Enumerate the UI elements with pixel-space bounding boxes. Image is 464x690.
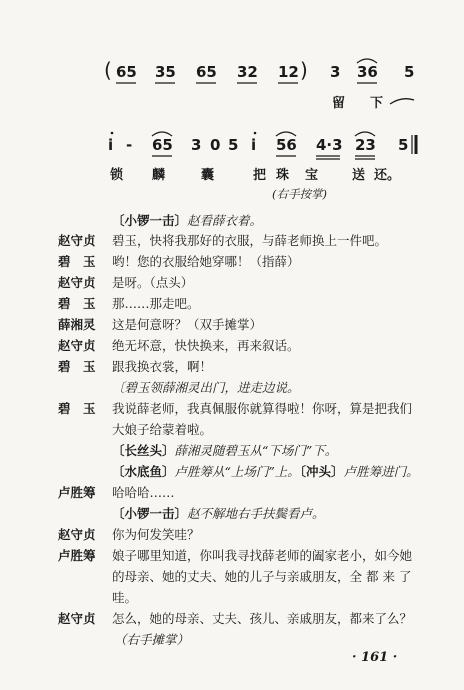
score-note-group: 23 <box>355 136 376 154</box>
score-note: - <box>126 136 133 154</box>
dialogue-line: 绝无坏意，快快换来，再来叙话。 <box>112 338 300 353</box>
speaker-name: 薛湘灵 <box>58 317 96 332</box>
speaker-name: 赵守贞 <box>58 611 96 626</box>
percussion-cue: 〔水底鱼〕 <box>112 464 175 479</box>
score-direction: (右手按掌) <box>272 187 327 201</box>
stage-direction <box>112 441 337 459</box>
stage-direction: （右手摊掌） <box>114 632 190 647</box>
score-lyric: 囊 <box>201 168 215 183</box>
score-note: i <box>251 136 257 154</box>
stage-text: 卢胜筹进门。 <box>343 464 419 479</box>
score-note-group: 35 <box>155 63 176 81</box>
dialogue-line: 跟我换衣裳，啊！ <box>112 359 213 374</box>
score-lyric: 还。 <box>374 168 401 183</box>
dialogue-line: 那……那走吧。 <box>112 296 200 311</box>
score-lyric: 宝 <box>305 168 319 183</box>
score-note: 5 <box>228 136 239 154</box>
score-paren-open: ( <box>104 58 112 82</box>
stage-direction <box>112 462 419 480</box>
dialogue-line: 哟！您的衣服给她穿哪！（指薛） <box>112 254 300 269</box>
dialogue-line-continued: 哇。 <box>112 590 138 605</box>
percussion-cue: 〔长丝头〕 <box>112 443 175 458</box>
score-lyric: 送 <box>352 168 366 183</box>
score-lyric: 麟 <box>152 168 166 183</box>
stage-direction <box>112 504 325 522</box>
score-note: 0 <box>210 136 221 154</box>
dialogue-line: 娘子哪里知道，你叫我寻找薛老师的阖家老小，如今她 <box>112 548 413 563</box>
score-note: 5 <box>398 136 409 154</box>
score-note-group: 32 <box>237 63 258 81</box>
speaker-name: 碧 玉 <box>58 254 96 269</box>
score-lyric: 留 <box>332 96 346 111</box>
score-note-group: 65 <box>152 136 173 154</box>
dialogue-line: 哈哈哈…… <box>112 485 175 500</box>
percussion-cue: 〔小锣一击〕 <box>112 506 188 521</box>
dialogue-line: 怎么，她的母亲、丈夫、孩儿、亲戚朋友，都来了么？ <box>112 611 413 626</box>
score-note-group: 36 <box>357 63 378 81</box>
speaker-name: 碧 玉 <box>58 359 96 374</box>
speaker-name: 卢胜筹 <box>58 548 96 563</box>
dialogue-line-continued: 的母亲、她的丈夫、她的儿子与亲戚朋友，全 都 来 了 <box>112 569 412 584</box>
speaker-name: 赵守贞 <box>58 233 96 248</box>
score-note-group: 4·3 <box>316 136 343 154</box>
score-note: 3 <box>191 136 202 154</box>
percussion-cue: 〔冲头〕 <box>299 464 344 479</box>
dialogue-line: 是呀。（点头） <box>112 275 194 290</box>
stage-text: 卢胜筹从“上场门”上。 <box>174 464 300 479</box>
speaker-name: 卢胜筹 <box>58 485 96 500</box>
dialogue-line: 我说薛老师，我真佩服你就算得啦！你呀，算是把我们 <box>112 401 413 416</box>
percussion-cue: 〔小锣一击〕 <box>112 213 188 228</box>
stage-direction: 〔碧玉领薛湘灵出门，进走边说。 <box>112 380 300 395</box>
score-lyric: 锁 <box>110 168 124 183</box>
dialogue-line: 碧玉，快将我那好的衣服，与薛老师换上一件吧。 <box>112 233 388 248</box>
score-lyric: 把 <box>253 168 267 183</box>
stage-text: 赵看薛衣着。 <box>187 213 263 228</box>
score-note: i <box>108 136 114 154</box>
score-lyric: 珠 <box>276 168 290 183</box>
score-lyric: 下 <box>370 96 384 111</box>
score-note-group: 65 <box>196 63 217 81</box>
speaker-name: 赵守贞 <box>58 338 96 353</box>
page-number: · 161 · <box>352 650 398 665</box>
dialogue-line-continued: 大娘子给蒙着啦。 <box>112 422 213 437</box>
speaker-name: 碧 玉 <box>58 296 96 311</box>
speaker-name: 赵守贞 <box>58 527 96 542</box>
score-note: 3 <box>330 63 341 81</box>
score-note-group: 65 <box>116 63 137 81</box>
stage-text: 赵不解地右手扶鬓看卢。 <box>187 506 325 521</box>
stage-text: 薛湘灵随碧玉从“下场门”下。 <box>174 443 338 458</box>
speaker-name: 赵守贞 <box>58 275 96 290</box>
score-note-group: 12 <box>278 63 299 81</box>
speaker-name: 碧 玉 <box>58 401 96 416</box>
dialogue-line: 你为何发笑哇？ <box>112 527 200 542</box>
score-paren-close: ) <box>300 58 308 82</box>
dialogue-line: 这是何意呀？（双手摊掌） <box>112 317 263 332</box>
score-note-group: 56 <box>276 136 297 154</box>
stage-direction <box>112 211 262 229</box>
score-note: 5 <box>404 63 415 81</box>
